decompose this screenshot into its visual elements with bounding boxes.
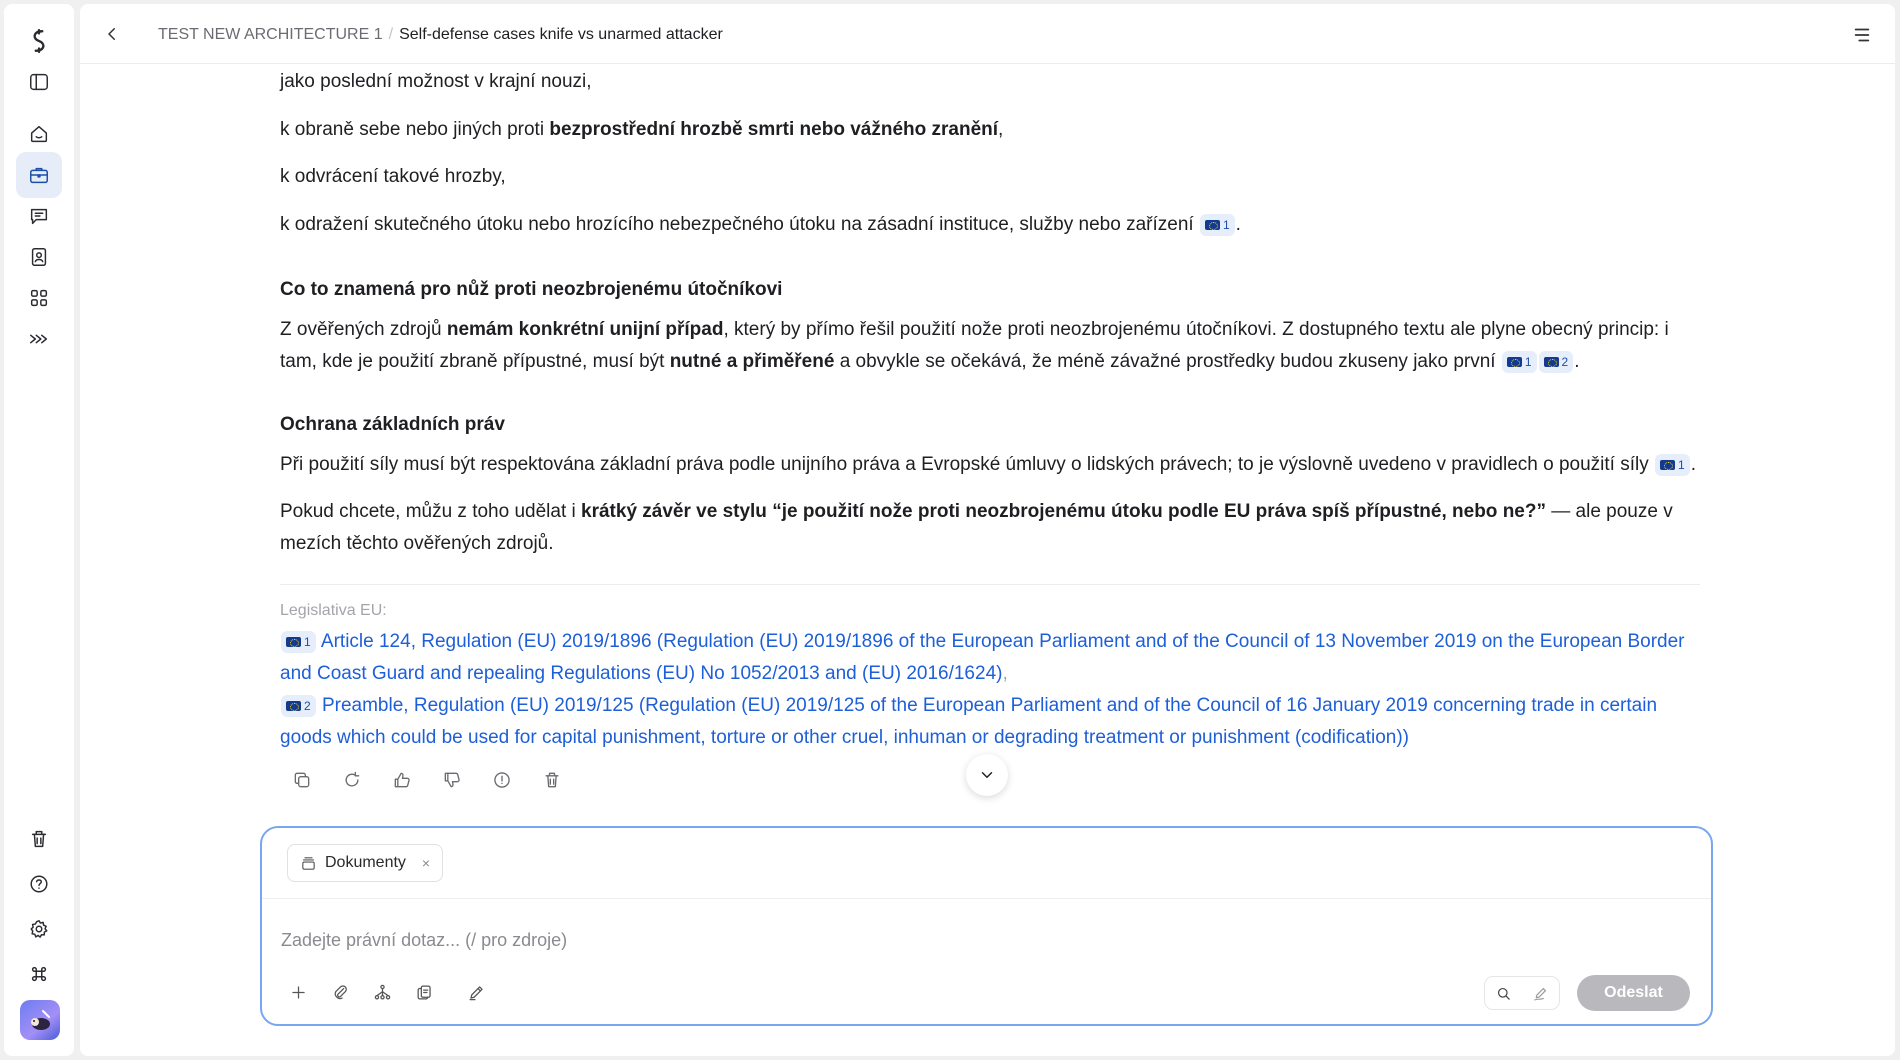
citation-badge[interactable] — [1655, 454, 1690, 476]
eu-flag-icon — [1507, 357, 1522, 367]
regenerate-icon — [342, 770, 362, 790]
citation-number: 2 — [304, 698, 311, 713]
text-span: Při použití síly musí být respektována základní práva podle unijního práva a Evropské úmluvy o lidských právech; to je výslovně uvedeno v pravidlech o použití síly — [280, 454, 1649, 475]
back-button[interactable] — [100, 22, 124, 46]
citation-number: 1 — [1524, 354, 1532, 369]
bold-text: bezprostřední hrozbě smrti nebo vážného zranění — [549, 119, 999, 140]
chat-icon[interactable] — [16, 193, 62, 239]
citation-number: 2 — [1561, 354, 1569, 369]
eu-flag-icon — [286, 637, 301, 647]
attach-button[interactable] — [326, 978, 354, 1006]
text-span: Z ověřených zdrojů — [280, 319, 447, 340]
edit-pen-icon — [467, 983, 486, 1002]
main-panel — [80, 4, 1895, 1056]
pen-icon — [1532, 985, 1549, 1002]
bold-text: nemám konkrétní unijní případ — [446, 319, 724, 340]
add-button[interactable] — [284, 978, 312, 1006]
composer-divider — [262, 898, 1711, 899]
home-icon[interactable] — [16, 111, 62, 157]
text-span: — ale pouze v mezích těchto ověřených zdrojů. — [280, 501, 1673, 554]
chip-close-icon[interactable]: × — [421, 855, 431, 871]
documents-icon — [415, 983, 434, 1002]
plus-icon — [289, 983, 308, 1002]
edit-button[interactable] — [462, 978, 490, 1006]
composer — [260, 826, 1713, 1026]
answer-line — [280, 114, 1700, 146]
breadcrumb-separator: / — [388, 26, 394, 43]
bold-text: krátký závěr ve stylu “je použití nože proti neozbrojenému útoku podle EU práva spíš přípustné, nebo ne?” — [581, 501, 1546, 522]
text-span: . — [1574, 351, 1580, 372]
sources-label: Legislativa EU: — [280, 602, 387, 619]
citation-badge[interactable] — [281, 631, 316, 653]
sources-list — [280, 600, 1700, 754]
source-link[interactable]: Preamble, Regulation (EU) 2019/125 (Regulation (EU) 2019/125 of the European Parliament and of the Council of 16 January 2019 concerning trade in certain goods which could be used for capital punishment, torture or other cruel, inhuman or degrading treatment or punishment (codification)) — [280, 695, 1658, 748]
citation-badge[interactable] — [281, 695, 316, 717]
report-icon — [492, 770, 512, 790]
mode-toggle — [1484, 976, 1560, 1010]
source-separator: , — [1002, 663, 1008, 684]
menu-button[interactable] — [1851, 24, 1873, 46]
delete-button[interactable] — [538, 766, 566, 794]
settings-icon[interactable] — [16, 906, 62, 952]
help-icon[interactable] — [16, 861, 62, 907]
documents-stack-icon — [300, 855, 317, 872]
source-item — [280, 626, 1700, 690]
section-heading: Ochrana základních práv — [280, 414, 505, 435]
search-mode-button[interactable] — [1485, 977, 1522, 1009]
page-title: Self-defense cases knife vs unarmed attacker — [399, 26, 723, 43]
search-icon — [1495, 985, 1512, 1002]
avatar[interactable] — [20, 1000, 60, 1040]
contacts-icon[interactable] — [16, 234, 62, 280]
chip-label: Dokumenty — [325, 854, 406, 871]
text-span: a obvykle se očekává, že méně závažné prostředky budou zkuseny jako první — [834, 351, 1496, 372]
text-span: k odražení skutečného útoku nebo hrozícího nebezpečného útoku na zásadní instituce, služby nebo zařízení — [280, 214, 1194, 235]
source-item — [280, 690, 1700, 754]
eu-flag-icon — [1205, 220, 1220, 230]
command-icon[interactable] — [16, 951, 62, 997]
source-link[interactable]: Article 124, Regulation (EU) 2019/1896 (Regulation (EU) 2019/1896 of the European Parliament and of the Council of 13 November 2019 on the European Border and Coast Guard and repealing Regulations (EU) No 1052/2013 and (EU) 2016/1624) — [280, 631, 1685, 684]
top-bar — [80, 4, 1895, 64]
panel-toggle-icon[interactable] — [16, 59, 62, 105]
text-span: , — [998, 119, 1004, 140]
composer-tools — [284, 978, 490, 1006]
section-heading: Co to znamená pro nůž proti neozbrojenému útočníkovi — [280, 279, 783, 300]
citation-badge[interactable] — [1200, 214, 1235, 236]
apps-grid-icon[interactable] — [16, 275, 62, 321]
menu-icon — [1851, 24, 1873, 46]
citation-badge[interactable] — [1502, 351, 1537, 373]
divider — [280, 584, 1700, 585]
copy-icon — [292, 770, 312, 790]
breadcrumb-project[interactable]: TEST NEW ARCHITECTURE 1 — [158, 26, 383, 43]
text-span: . — [1690, 454, 1696, 475]
answer-paragraph — [280, 449, 1700, 481]
network-button[interactable] — [368, 978, 396, 1006]
text-span: , který by přímo řešil použití nože proti neozbrojenému útočníkovi. Z dostupného textu ale plyne obecný princip: i tam, kde je použití zbraně přípustné, musí být — [280, 319, 1669, 372]
text-span: k obraně sebe nebo jiných proti — [280, 119, 550, 140]
eu-flag-icon — [1660, 460, 1675, 470]
citation-number: 1 — [304, 634, 311, 649]
answer-line: jako poslední možnost v krajní nouzi, — [280, 71, 592, 92]
workflow-icon[interactable] — [16, 316, 62, 362]
text-span: Pokud chcete, můžu z toho udělat i — [280, 501, 582, 522]
query-input[interactable] — [281, 920, 1661, 960]
network-icon — [373, 983, 392, 1002]
text-span: . — [1235, 214, 1241, 235]
trash-icon[interactable] — [16, 816, 62, 862]
briefcase-icon[interactable] — [16, 152, 62, 198]
sidebar — [4, 4, 74, 1056]
message-actions — [288, 766, 566, 794]
answer-line: k odvrácení takové hrozby, — [280, 166, 506, 187]
report-button[interactable] — [488, 766, 516, 794]
bold-text: nutné a přiměřené — [669, 351, 835, 372]
chevron-left-icon — [103, 25, 121, 43]
send-button[interactable]: Odeslat — [1577, 975, 1690, 1011]
breadcrumb — [158, 26, 723, 44]
citation-badge[interactable] — [1539, 351, 1574, 373]
dislike-button[interactable] — [438, 766, 466, 794]
answer-line — [280, 209, 1700, 241]
draft-mode-button[interactable] — [1522, 977, 1559, 1009]
thumbs-up-icon — [392, 770, 412, 790]
logo-icon[interactable] — [16, 18, 62, 64]
regenerate-button[interactable] — [338, 766, 366, 794]
documents-button[interactable] — [410, 978, 438, 1006]
copy-button[interactable] — [288, 766, 316, 794]
attach-icon — [331, 983, 350, 1002]
eu-flag-icon — [286, 701, 301, 711]
eu-flag-icon — [1544, 357, 1559, 367]
chevron-down-icon — [978, 766, 996, 784]
citation-number: 1 — [1222, 217, 1230, 232]
delete-icon — [542, 770, 562, 790]
like-button[interactable] — [388, 766, 416, 794]
documents-chip[interactable] — [287, 844, 443, 882]
scroll-down-button[interactable] — [966, 754, 1008, 796]
answer-paragraph — [280, 496, 1700, 560]
citation-number: 1 — [1678, 457, 1685, 472]
thumbs-down-icon — [442, 770, 462, 790]
answer-paragraph — [280, 314, 1700, 378]
